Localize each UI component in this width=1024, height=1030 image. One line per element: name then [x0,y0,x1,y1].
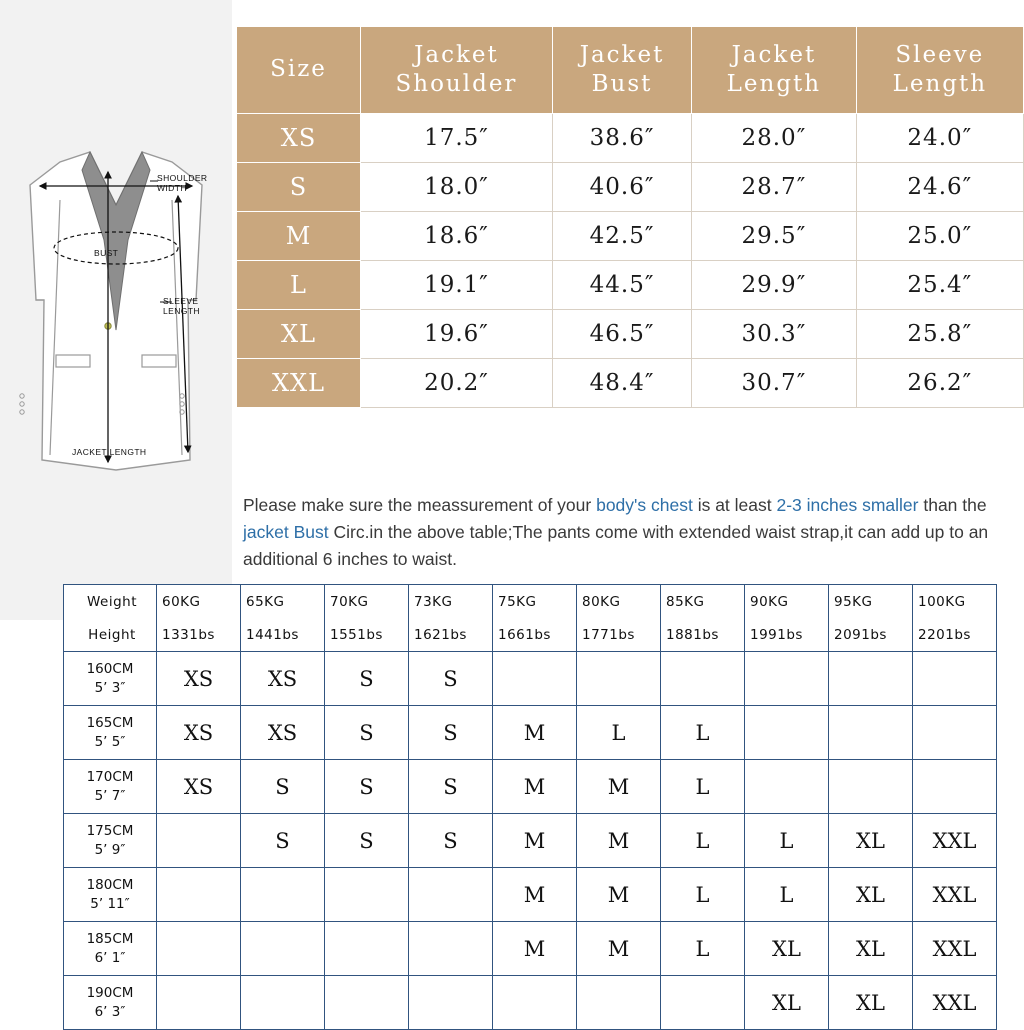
matrix-weight-kg: 80KG [577,585,661,620]
matrix-empty-cell [661,976,745,1030]
matrix-row [64,760,997,814]
matrix-row [64,652,997,706]
matrix-size-cell: S [325,814,409,868]
matrix-header-row-lbs [64,619,997,652]
matrix-weight-kg: 100KG [913,585,997,620]
matrix-height-cm: 185CM [86,931,134,948]
matrix-height-ft: 5’ 11″ [90,895,130,912]
size-chart-value-cell: 24.6″ [856,162,1023,211]
size-chart-header-cell: Jacket Length [692,27,857,114]
matrix-size-cell: XL [829,868,913,922]
matrix-row [64,706,997,760]
matrix-size-cell: S [409,652,493,706]
matrix-empty-cell [913,706,997,760]
matrix-corner-weight: Weight [64,585,157,620]
matrix-empty-cell [157,814,241,868]
matrix-empty-cell [493,652,577,706]
matrix-size-cell: S [325,706,409,760]
matrix-size-cell: XL [745,976,829,1030]
matrix-height-ft: 6’ 3″ [94,1003,126,1020]
note-part-4: Circ.in the above table;The pants come with extended waist strap,it can add up to an additional 6 inches to waist. [243,522,989,570]
note-part-3: than the [918,495,987,515]
label-jacket-length: JACKET LENGTH [72,447,147,457]
matrix-weight-lbs: 1621bs [409,619,493,652]
size-chart-value-cell: 19.6″ [361,309,553,358]
matrix-height-ft: 5’ 5″ [94,733,126,750]
matrix-size-cell: L [577,706,661,760]
matrix-size-cell: L [745,814,829,868]
size-chart-size-cell: XL [237,309,361,358]
matrix-size-cell: XXL [913,814,997,868]
matrix-height-label [64,922,157,976]
matrix-weight-kg: 70KG [325,585,409,620]
matrix-size-cell: S [409,814,493,868]
matrix-weight-lbs: 1331bs [157,619,241,652]
matrix-height-ft: 5’ 9″ [94,841,126,858]
matrix-weight-lbs: 2201bs [913,619,997,652]
matrix-weight-kg: 85KG [661,585,745,620]
matrix-size-cell: S [409,706,493,760]
matrix-empty-cell [745,760,829,814]
matrix-size-cell: XS [241,652,325,706]
matrix-size-cell: L [661,760,745,814]
matrix-size-cell: M [493,922,577,976]
matrix-weight-lbs: 1551bs [325,619,409,652]
matrix-height-label [64,814,157,868]
matrix-size-cell: XS [241,706,325,760]
matrix-empty-cell [577,976,661,1030]
matrix-weight-kg: 75KG [493,585,577,620]
size-chart-row [237,260,1024,309]
matrix-size-cell: S [241,760,325,814]
matrix-height-ft: 5’ 3″ [94,679,126,696]
matrix-empty-cell [157,976,241,1030]
label-sleeve-length: SLEEVE LENGTH [163,296,200,316]
matrix-height-label [64,868,157,922]
height-weight-size-matrix [63,584,997,1030]
matrix-corner-height: Height [64,619,157,652]
matrix-weight-lbs: 1661bs [493,619,577,652]
jacket-illustration-panel [0,0,232,620]
matrix-height-cm: 165CM [86,715,134,732]
matrix-weight-kg: 60KG [157,585,241,620]
size-chart-header-row [237,27,1024,114]
matrix-height-ft: 6’ 1″ [94,949,126,966]
matrix-height-cm: 190CM [86,985,134,1002]
matrix-empty-cell [157,922,241,976]
matrix-empty-cell [325,922,409,976]
matrix-header-row-weight [64,585,997,620]
size-chart-value-cell: 28.0″ [692,113,857,162]
note-highlight-chest: body's chest [596,495,693,515]
matrix-size-cell: M [493,814,577,868]
size-chart-value-cell: 25.0″ [856,211,1023,260]
matrix-size-cell: XXL [913,976,997,1030]
matrix-size-cell: S [325,760,409,814]
matrix-height-cm: 180CM [86,877,134,894]
size-chart-header-cell: Sleeve Length [856,27,1023,114]
matrix-weight-lbs: 1441bs [241,619,325,652]
matrix-empty-cell [829,706,913,760]
matrix-empty-cell [577,652,661,706]
matrix-height-ft: 5’ 7″ [94,787,126,804]
matrix-size-cell: S [325,652,409,706]
matrix-weight-lbs: 1771bs [577,619,661,652]
size-chart-row [237,113,1024,162]
matrix-empty-cell [325,868,409,922]
matrix-size-cell: XL [829,922,913,976]
size-chart-row [237,309,1024,358]
size-chart-value-cell: 46.5″ [552,309,691,358]
matrix-size-cell: L [661,706,745,760]
size-chart-value-cell: 29.9″ [692,260,857,309]
size-chart-value-cell: 30.3″ [692,309,857,358]
matrix-row [64,868,997,922]
size-chart-size-cell: XS [237,113,361,162]
size-chart-table [236,26,1024,408]
matrix-empty-cell [241,976,325,1030]
size-chart-value-cell: 20.2″ [361,358,553,407]
size-chart-value-cell: 25.8″ [856,309,1023,358]
size-chart-row [237,162,1024,211]
size-chart-value-cell: 18.0″ [361,162,553,211]
matrix-size-cell: XS [157,652,241,706]
matrix-size-cell: M [493,868,577,922]
size-chart-value-cell: 40.6″ [552,162,691,211]
matrix-size-cell: M [577,868,661,922]
size-chart-value-cell: 29.5″ [692,211,857,260]
size-chart-size-cell: XXL [237,358,361,407]
matrix-size-cell: L [661,814,745,868]
label-bust: BUST [94,248,119,258]
matrix-size-cell: XXL [913,868,997,922]
size-chart-value-cell: 24.0″ [856,113,1023,162]
matrix-size-cell: XL [745,922,829,976]
size-chart-value-cell: 48.4″ [552,358,691,407]
matrix-empty-cell [157,868,241,922]
size-chart-header-cell: Jacket Bust [552,27,691,114]
matrix-empty-cell [493,976,577,1030]
matrix-weight-lbs: 1881bs [661,619,745,652]
matrix-size-cell: L [745,868,829,922]
matrix-size-cell: XS [157,706,241,760]
matrix-size-cell: S [241,814,325,868]
matrix-height-label [64,976,157,1030]
matrix-empty-cell [913,652,997,706]
size-chart-value-cell: 18.6″ [361,211,553,260]
matrix-size-cell: M [577,922,661,976]
matrix-size-cell: XL [829,976,913,1030]
size-chart-value-cell: 17.5″ [361,113,553,162]
matrix-weight-kg: 90KG [745,585,829,620]
matrix-height-label [64,706,157,760]
note-part-1: Please make sure the meassurement of your [243,495,597,515]
matrix-size-cell: XXL [913,922,997,976]
size-chart-value-cell: 42.5″ [552,211,691,260]
size-chart-value-cell: 38.6″ [552,113,691,162]
size-chart-value-cell: 44.5″ [552,260,691,309]
matrix-size-cell: M [577,814,661,868]
matrix-empty-cell [913,760,997,814]
note-part-2: is at least [692,495,777,515]
matrix-empty-cell [409,976,493,1030]
size-chart-value-cell: 30.7″ [692,358,857,407]
matrix-size-cell: M [577,760,661,814]
matrix-height-cm: 170CM [86,769,134,786]
matrix-empty-cell [661,652,745,706]
matrix-weight-lbs: 1991bs [745,619,829,652]
matrix-height-cm: 160CM [86,661,134,678]
matrix-row [64,976,997,1030]
size-chart-header-cell: Jacket Shoulder [361,27,553,114]
matrix-size-cell: S [409,760,493,814]
note-highlight-bust: jacket Bust [243,522,329,543]
matrix-empty-cell [325,976,409,1030]
matrix-size-cell: L [661,868,745,922]
matrix-weight-lbs: 2091bs [829,619,913,652]
matrix-weight-kg: 95KG [829,585,913,620]
matrix-empty-cell [409,868,493,922]
matrix-height-label [64,652,157,706]
matrix-weight-kg: 65KG [241,585,325,620]
matrix-size-cell: XS [157,760,241,814]
matrix-size-cell: XL [829,814,913,868]
matrix-row [64,814,997,868]
size-chart-row [237,211,1024,260]
note-highlight-inches: 2-3 inches smaller [776,495,919,515]
matrix-height-cm: 175CM [86,823,134,840]
matrix-weight-kg: 73KG [409,585,493,620]
size-chart-header-cell: Size [237,27,361,114]
matrix-empty-cell [241,868,325,922]
matrix-size-cell: M [493,706,577,760]
size-chart-row [237,358,1024,407]
matrix-size-cell: L [661,922,745,976]
matrix-empty-cell [829,652,913,706]
matrix-empty-cell [409,922,493,976]
matrix-row [64,922,997,976]
matrix-empty-cell [745,706,829,760]
measurement-note [243,492,1018,573]
size-chart-value-cell: 25.4″ [856,260,1023,309]
size-chart-size-cell: S [237,162,361,211]
size-chart-value-cell: 28.7″ [692,162,857,211]
matrix-empty-cell [745,652,829,706]
size-chart-size-cell: L [237,260,361,309]
matrix-size-cell: M [493,760,577,814]
matrix-empty-cell [829,760,913,814]
size-chart-value-cell: 19.1″ [361,260,553,309]
label-shoulder-width: SHOULDER WIDTH [157,173,208,193]
matrix-height-label [64,760,157,814]
size-chart-size-cell: M [237,211,361,260]
matrix-empty-cell [241,922,325,976]
size-chart-value-cell: 26.2″ [856,358,1023,407]
